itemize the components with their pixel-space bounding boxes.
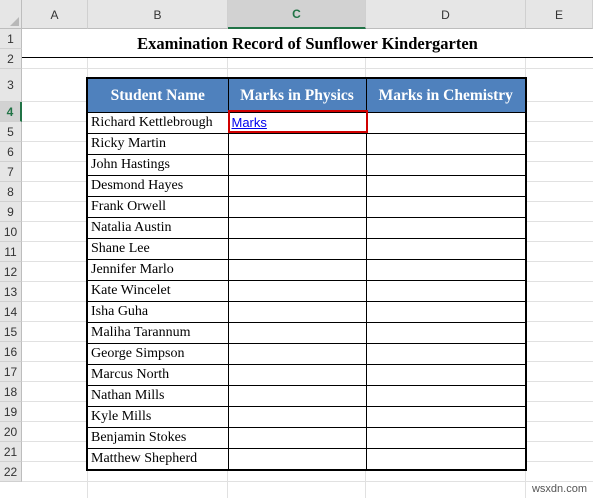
row-header-7[interactable]: 7 <box>0 162 22 182</box>
student-name-cell[interactable]: Jennifer Marlo <box>87 260 228 281</box>
row-header-1[interactable]: 1 <box>0 29 22 49</box>
student-name-cell[interactable]: Desmond Hayes <box>87 176 228 197</box>
row-header-5[interactable]: 5 <box>0 122 22 142</box>
row-header-10[interactable]: 10 <box>0 222 22 242</box>
physics-marks-cell[interactable] <box>228 197 366 218</box>
column-header-a[interactable]: A <box>22 0 88 29</box>
student-name-cell[interactable]: Natalia Austin <box>87 218 228 239</box>
chemistry-marks-cell[interactable] <box>366 176 526 197</box>
table-row <box>87 134 526 155</box>
chemistry-marks-cell[interactable] <box>366 260 526 281</box>
chemistry-marks-cell[interactable] <box>366 365 526 386</box>
row-header-3[interactable]: 3 <box>0 69 22 102</box>
physics-marks-cell[interactable] <box>228 449 366 471</box>
row-header-17[interactable]: 17 <box>0 362 22 382</box>
row-header-15[interactable]: 15 <box>0 322 22 342</box>
gridline-row <box>22 481 593 482</box>
row-header-16[interactable]: 16 <box>0 342 22 362</box>
table-row <box>87 197 526 218</box>
title-divider <box>22 57 593 58</box>
physics-marks-cell[interactable] <box>228 239 366 260</box>
column-header-e[interactable]: E <box>526 0 593 29</box>
watermark: wsxdn.com <box>531 483 587 495</box>
physics-marks-cell[interactable] <box>228 281 366 302</box>
table-row <box>87 344 526 365</box>
student-name-cell[interactable]: George Simpson <box>87 344 228 365</box>
column-header-c[interactable]: C <box>228 0 366 29</box>
row-header-13[interactable]: 13 <box>0 282 22 302</box>
table-row <box>87 260 526 281</box>
table-row <box>87 113 526 134</box>
physics-marks-cell[interactable] <box>228 323 366 344</box>
student-name-cell[interactable]: Nathan Mills <box>87 386 228 407</box>
row-header-2[interactable]: 2 <box>0 49 22 69</box>
physics-marks-cell[interactable] <box>228 302 366 323</box>
chemistry-marks-cell[interactable] <box>366 449 526 471</box>
physics-marks-cell[interactable] <box>228 155 366 176</box>
student-name-cell[interactable]: Benjamin Stokes <box>87 428 228 449</box>
physics-marks-cell[interactable] <box>228 407 366 428</box>
chemistry-marks-cell[interactable] <box>366 197 526 218</box>
table-row <box>87 239 526 260</box>
chemistry-marks-cell[interactable] <box>366 134 526 155</box>
header-marks-chemistry[interactable]: Marks in Chemistry <box>366 78 526 113</box>
examination-table <box>86 77 527 471</box>
header-student-name[interactable]: Student Name <box>87 78 228 113</box>
student-name-cell[interactable]: Isha Guha <box>87 302 228 323</box>
chemistry-marks-cell[interactable] <box>366 218 526 239</box>
student-name-cell[interactable]: Ricky Martin <box>87 134 228 155</box>
physics-marks-cell[interactable] <box>228 113 366 134</box>
student-name-cell[interactable]: Frank Orwell <box>87 197 228 218</box>
physics-marks-cell[interactable] <box>228 344 366 365</box>
student-name-cell[interactable]: Matthew Shepherd <box>87 449 228 471</box>
student-name-cell[interactable]: Kate Wincelet <box>87 281 228 302</box>
row-header-9[interactable]: 9 <box>0 202 22 222</box>
table-body <box>87 113 526 471</box>
table-row <box>87 323 526 344</box>
row-header-20[interactable]: 20 <box>0 422 22 442</box>
chemistry-marks-cell[interactable] <box>366 302 526 323</box>
table-row <box>87 281 526 302</box>
table-row <box>87 449 526 471</box>
sheet-title[interactable]: Examination Record of Sunflower Kindergarten <box>22 29 593 58</box>
physics-marks-cell[interactable] <box>228 218 366 239</box>
chemistry-marks-cell[interactable] <box>366 113 526 134</box>
table-row <box>87 302 526 323</box>
chemistry-marks-cell[interactable] <box>366 428 526 449</box>
chemistry-marks-cell[interactable] <box>366 386 526 407</box>
row-header-8[interactable]: 8 <box>0 182 22 202</box>
table-row <box>87 176 526 197</box>
student-name-cell[interactable]: Kyle Mills <box>87 407 228 428</box>
student-name-cell[interactable]: Shane Lee <box>87 239 228 260</box>
gridline-row <box>22 68 593 69</box>
table-row <box>87 365 526 386</box>
table-row <box>87 407 526 428</box>
column-header-d[interactable]: D <box>366 0 526 29</box>
row-header-18[interactable]: 18 <box>0 382 22 402</box>
row-header-4[interactable]: 4 <box>0 102 22 122</box>
chemistry-marks-cell[interactable] <box>366 407 526 428</box>
row-header-21[interactable]: 21 <box>0 442 22 462</box>
student-name-cell[interactable]: Richard Kettlebrough <box>87 113 228 134</box>
student-name-cell[interactable]: Maliha Tarannum <box>87 323 228 344</box>
physics-marks-cell[interactable] <box>228 428 366 449</box>
chemistry-marks-cell[interactable] <box>366 323 526 344</box>
physics-marks-cell[interactable] <box>228 365 366 386</box>
table-row <box>87 155 526 176</box>
physics-marks-cell[interactable] <box>228 176 366 197</box>
select-all-triangle-icon <box>10 17 19 26</box>
table-row <box>87 218 526 239</box>
student-name-cell[interactable]: Marcus North <box>87 365 228 386</box>
header-marks-physics[interactable]: Marks in Physics <box>228 78 366 113</box>
chemistry-marks-cell[interactable] <box>366 281 526 302</box>
select-all-corner[interactable] <box>0 0 22 29</box>
table-header-row <box>87 78 526 113</box>
physics-marks-cell[interactable] <box>228 134 366 155</box>
physics-marks-cell[interactable] <box>228 260 366 281</box>
row-header-12[interactable]: 12 <box>0 262 22 282</box>
row-header-19[interactable]: 19 <box>0 402 22 422</box>
student-name-cell[interactable]: John Hastings <box>87 155 228 176</box>
chemistry-marks-cell[interactable] <box>366 344 526 365</box>
marks-hyperlink[interactable]: Marks <box>231 114 267 130</box>
column-header-b[interactable]: B <box>88 0 228 29</box>
row-header-14[interactable]: 14 <box>0 302 22 322</box>
table-row <box>87 386 526 407</box>
chemistry-marks-cell[interactable] <box>366 239 526 260</box>
table-row <box>87 428 526 449</box>
row-header-6[interactable]: 6 <box>0 142 22 162</box>
row-header-11[interactable]: 11 <box>0 242 22 262</box>
physics-marks-cell[interactable] <box>228 386 366 407</box>
chemistry-marks-cell[interactable] <box>366 155 526 176</box>
row-header-22[interactable]: 22 <box>0 462 22 482</box>
